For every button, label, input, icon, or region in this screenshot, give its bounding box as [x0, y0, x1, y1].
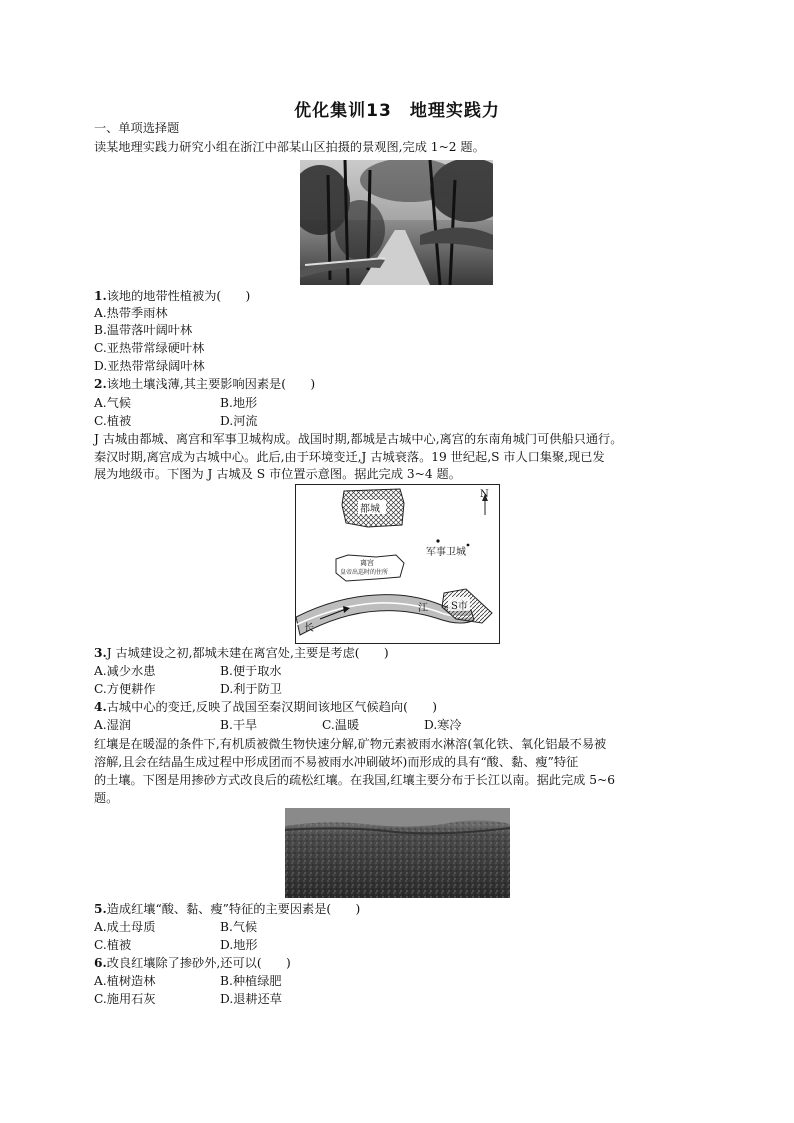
- q3-option-a[interactable]: A.减少水患: [94, 664, 156, 678]
- q5-option-a[interactable]: A.成土母质: [94, 920, 156, 934]
- ligong-note: 皇帝出巡时的住所: [340, 569, 389, 576]
- q1-stem: [94, 288, 250, 305]
- intro-2-line-3: 展为地级市。下图为 J 古城及 S 市位置示意图。据此完成 3~4 题。: [94, 467, 461, 481]
- river-label-jiang: 江: [418, 603, 428, 614]
- q1-text: 该地的地带性植被为( ): [106, 289, 251, 303]
- q4-number: 4.: [94, 700, 107, 714]
- q5-text: 造成红壤“酸、黏、瘦”特征的主要因素是( ): [106, 902, 361, 916]
- q5-option-c[interactable]: C.植被: [94, 938, 132, 952]
- q3-stem: [94, 645, 389, 662]
- q3-option-c[interactable]: C.方便耕作: [94, 682, 156, 696]
- q6-stem: [94, 955, 291, 972]
- north-label: N: [480, 489, 489, 500]
- q2-text: 该地土壤浅薄,其主要影响因素是( ): [106, 377, 316, 391]
- intro-3-line-1: 红壤是在暖湿的条件下,有机质被微生物快速分解,矿物元素被雨水淋溶(氧化铁、氧化铝最不易被: [94, 737, 607, 751]
- q4-option-c[interactable]: C.温暖: [322, 718, 360, 732]
- intro-3-line-3: 的土壤。下图是用掺砂方式改良后的疏松红壤。在我国,红壤主要分布于长江以南。据此完成 5~6: [94, 773, 615, 787]
- q3-option-b[interactable]: B.便于取水: [220, 664, 282, 678]
- weicheng-label: 军事卫城: [426, 547, 466, 558]
- q5-option-d[interactable]: D.地形: [220, 938, 258, 952]
- ligong-label: 离宫: [360, 559, 374, 567]
- q1-number: 1.: [94, 289, 107, 303]
- forest-photo: [300, 160, 493, 285]
- intro-3-line-4: 题。: [94, 791, 119, 805]
- q5-stem: [94, 901, 360, 918]
- q2-number: 2.: [94, 377, 107, 391]
- q4-stem: [94, 699, 437, 716]
- q5-option-b[interactable]: B.气候: [220, 920, 258, 934]
- river-label-chang: 长: [304, 623, 314, 634]
- q6-option-a[interactable]: A.植树造林: [94, 974, 156, 988]
- q2-option-d[interactable]: D.河流: [220, 414, 258, 428]
- q6-text: 改良红壤除了掺砂外,还可以( ): [106, 956, 291, 970]
- q1-option-c[interactable]: C.亚热带常绿硬叶林: [94, 341, 205, 355]
- q1-option-a[interactable]: A.热带季雨林: [94, 306, 168, 320]
- q4-option-d[interactable]: D.寒冷: [424, 718, 462, 732]
- q6-option-b[interactable]: B.种植绿肥: [220, 974, 282, 988]
- q4-option-a[interactable]: A.湿润: [94, 718, 132, 732]
- q4-text: 古城中心的变迁,反映了战国至秦汉期间该地区气候趋向( ): [106, 700, 437, 714]
- q1-option-b[interactable]: B.温带落叶阔叶林: [94, 323, 193, 337]
- q5-number: 5.: [94, 902, 107, 916]
- page-title: 优化集训13 地理实践力: [294, 101, 500, 121]
- intro-1: 读某地理实践力研究小组在浙江中部某山区拍摄的景观图,完成 1~2 题。: [94, 140, 485, 154]
- q2-option-a[interactable]: A.气候: [94, 396, 132, 410]
- q1-option-d[interactable]: D.亚热带常绿阔叶林: [94, 359, 205, 373]
- q6-number: 6.: [94, 956, 107, 970]
- intro-2-line-2: 秦汉时期,离宫成为古城中心。此后,由于环境变迁,J 古城衰落。19 世纪起,S 市人口集聚,现已发: [94, 450, 605, 464]
- ducheng-label: 都城: [360, 504, 380, 515]
- intro-3-line-2: 溶解,且会在结晶生成过程中形成团而不易被雨水冲刷破坏)而形成的具有“酸、黏、瘦”特征: [94, 755, 579, 769]
- q2-stem: [94, 376, 315, 393]
- q3-text: J 古城建设之初,都城未建在离宫处,主要是考虑( ): [106, 646, 389, 660]
- soil-photo: [285, 808, 510, 898]
- q3-option-d[interactable]: D.利于防卫: [220, 682, 282, 696]
- q2-option-c[interactable]: C.植被: [94, 414, 132, 428]
- q4-option-b[interactable]: B.干旱: [220, 718, 258, 732]
- ancient-city-map: [295, 484, 500, 644]
- s-city-label: S市: [451, 601, 468, 612]
- q2-option-b[interactable]: B.地形: [220, 396, 258, 410]
- intro-2-line-1: J 古城由都城、离宫和军事卫城构成。战国时期,都城是古城中心,离宫的东南角城门可供船只通行。: [94, 432, 623, 446]
- q6-option-c[interactable]: C.施用石灰: [94, 992, 156, 1006]
- q3-number: 3.: [94, 646, 107, 660]
- section-heading: 一、单项选择题: [94, 121, 180, 135]
- q6-option-d[interactable]: D.退耕还草: [220, 992, 282, 1006]
